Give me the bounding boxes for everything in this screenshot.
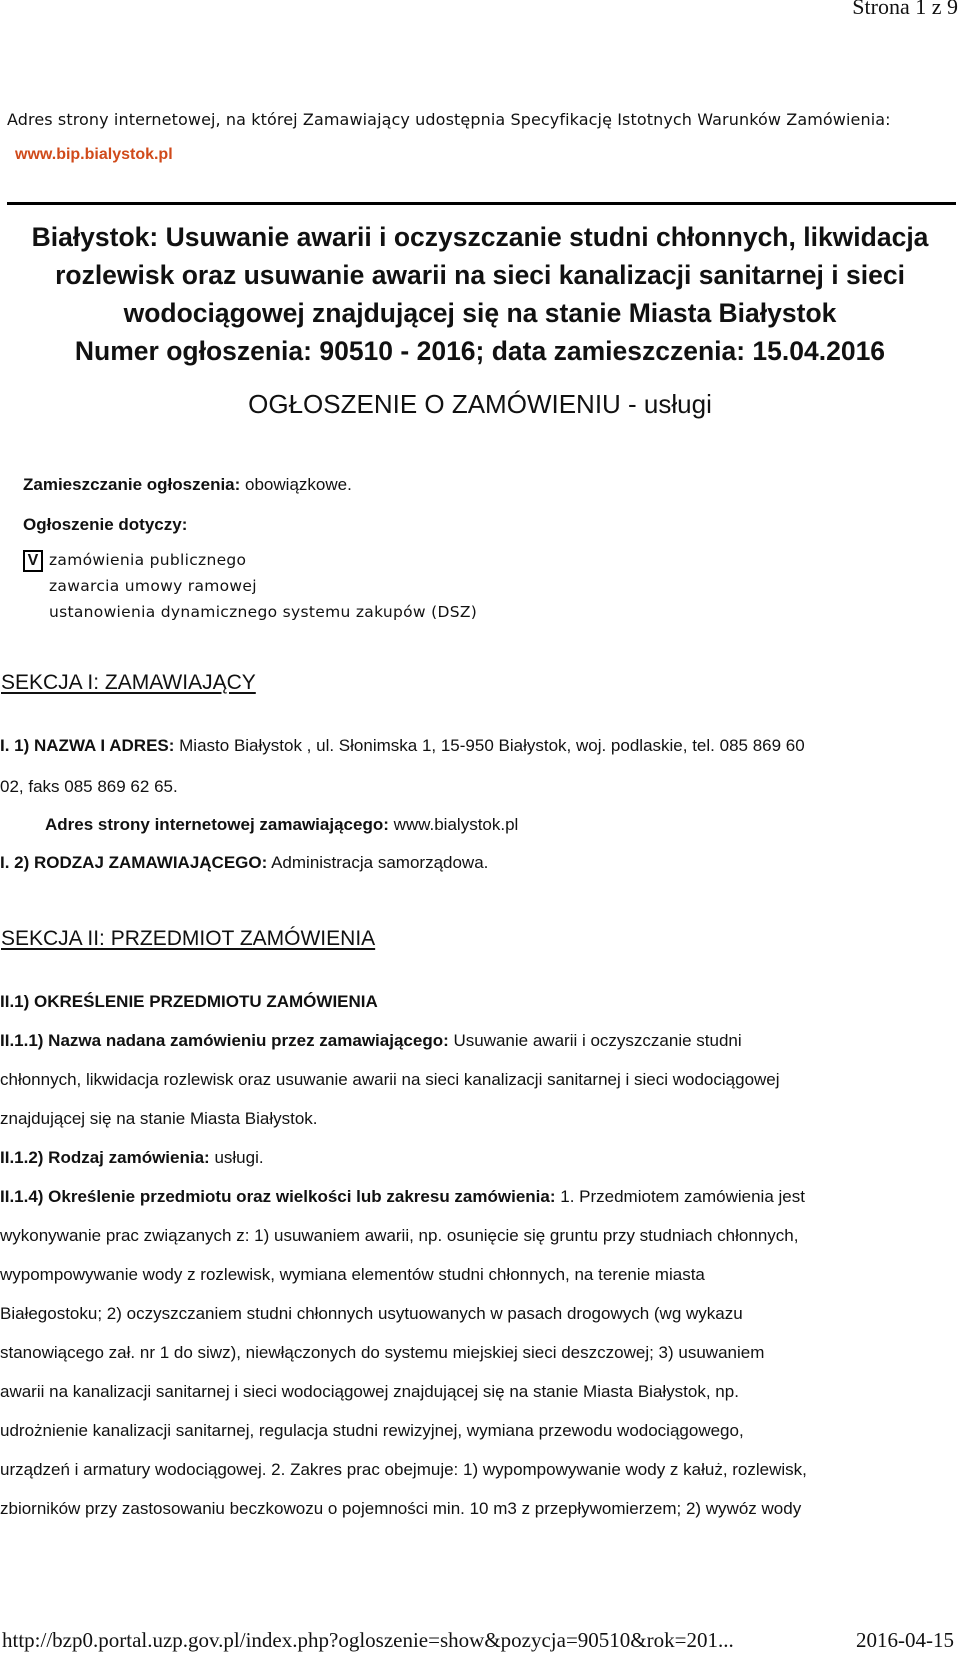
title-line-1: Białystok: Usuwanie awarii i oczyszczanie studni chłonnych, likwidacja [31, 222, 929, 252]
title-line-2: rozlewisk oraz usuwanie awarii na sieci kanalizacji sanitarnej i sieci [55, 260, 905, 290]
announcement-number: Numer ogłoszenia: 90510 - 2016; data zamieszczenia: 15.04.2016 [74, 336, 886, 366]
name-address-value: Miasto Białystok , ul. Słonimska 1, 15-950 Białystok, woj. podlaskie, tel. 085 869 60 [174, 736, 805, 755]
footer-url: http://bzp0.portal.uzp.gov.pl/index.php?ogloszenie=show&pozycja=90510&rok=201... [2, 1628, 734, 1652]
order-name-row [0, 1031, 742, 1051]
scope-row [0, 1187, 805, 1207]
notice-type: OGŁOSZENIE O ZAMÓWIENIU - usługi [248, 389, 712, 419]
header-divider [7, 202, 956, 205]
website-value: www.bialystok.pl [388, 815, 519, 834]
option-dps: ustanowienia dynamicznego systemu zakupów (DSZ) [49, 603, 478, 621]
option-public-order: zamówienia publicznego [49, 551, 247, 569]
checkbox-public-order: V [23, 550, 43, 572]
contracting-authority-fax: 02, faks 085 869 62 65. [0, 777, 178, 796]
order-kind-label: II.1.2) Rodzaj zamówienia: [0, 1148, 210, 1167]
website-label: Adres strony internetowej zamawiającego: [45, 815, 389, 834]
scope-value: 1. Przedmiotem zamówienia jest [555, 1187, 805, 1206]
authority-type-label: I. 2) RODZAJ ZAMAWIAJĄCEGO: [0, 853, 268, 872]
title-line-3: wodociągowej znajdującej się na stanie Miasta Białystok [123, 298, 837, 328]
scope-label: II.1.4) Określenie przedmiotu oraz wielkości lub zakresu zamówienia: [0, 1187, 556, 1206]
order-name-line-3: znajdującej się na stanie Miasta Białystok. [0, 1109, 318, 1128]
placement-row [23, 475, 352, 495]
name-address-label: I. 1) NAZWA I ADRES: [0, 736, 175, 755]
footer-date: 2016-04-15 [856, 1628, 954, 1652]
scope-line: Białegostoku; 2) oczyszczaniem studni chłonnych usytuowanych w pasach drogowych (wg wykazu [0, 1304, 743, 1323]
scope-line: awarii na kanalizacji sanitarnej i sieci wodociągowej znajdującej się na stanie Miasta Białystok, np. [0, 1382, 739, 1401]
order-name-value: Usuwanie awarii i oczyszczanie studni [448, 1031, 742, 1050]
order-name-line-2: chłonnych, likwidacja rozlewisk oraz usuwanie awarii na sieci kanalizacji sanitarnej i sieci wodociągowej [0, 1070, 780, 1089]
scope-line: stanowiącego zał. nr 1 do siwz), niewłączonych do systemu miejskiej sieci deszczowej; 3) usuwaniem [0, 1343, 765, 1362]
placement-label: Zamieszczanie ogłoszenia: [23, 475, 241, 494]
contracting-authority-name [0, 736, 805, 756]
authority-type-row [0, 853, 488, 873]
siwz-link[interactable]: www.bip.bialystok.pl [15, 146, 173, 163]
scope-line: urządzeń i armatury wodociągowej. 2. Zakres prac obejmuje: 1) wypompowywanie wody z kałuż, rozlewisk, [0, 1460, 807, 1479]
section-2-heading: SEKCJA II: PRZEDMIOT ZAMÓWIENIA [1, 927, 376, 950]
order-kind-value: usługi. [209, 1148, 264, 1167]
page-number: Strona 1 z 9 [852, 0, 958, 19]
scope-line: wypompowywanie wody z rozlewisk, wymiana elementów studni chłonnych, na terenie miasta [0, 1265, 705, 1284]
subject-definition-heading: II.1) OKREŚLENIE PRZEDMIOTU ZAMÓWIENIA [0, 992, 378, 1011]
scope-line: wykonywanie prac związanych z: 1) usuwaniem awarii, np. osunięcie się gruntu przy studniach chłonnych, [0, 1226, 799, 1245]
order-kind-row [0, 1148, 264, 1168]
siwz-info-text: Adres strony internetowej, na której Zamawiający udostępnia Specyfikację Istotnych Warunków Zamówienia: [7, 110, 891, 129]
order-name-label: II.1.1) Nazwa nadana zamówieniu przez zamawiającego: [0, 1031, 449, 1050]
placement-value: obowiązkowe. [240, 475, 352, 494]
scope-line: udrożnienie kanalizacji sanitarnej, regulacja studni rewizyjnej, wymiana przewodu wodociągowego, [0, 1421, 744, 1440]
concerns-label: Ogłoszenie dotyczy: [23, 515, 188, 534]
section-1-heading: SEKCJA I: ZAMAWIAJĄCY [1, 671, 256, 694]
scope-line: zbiorników przy zastosowaniu beczkowozu o pojemności min. 10 m3 z przepływomierzem; 2) wywóz wody [0, 1499, 802, 1518]
option-framework-agreement: zawarcia umowy ramowej [49, 577, 257, 595]
authority-type-value: Administracja samorządowa. [267, 853, 489, 872]
authority-website-row [45, 815, 518, 835]
